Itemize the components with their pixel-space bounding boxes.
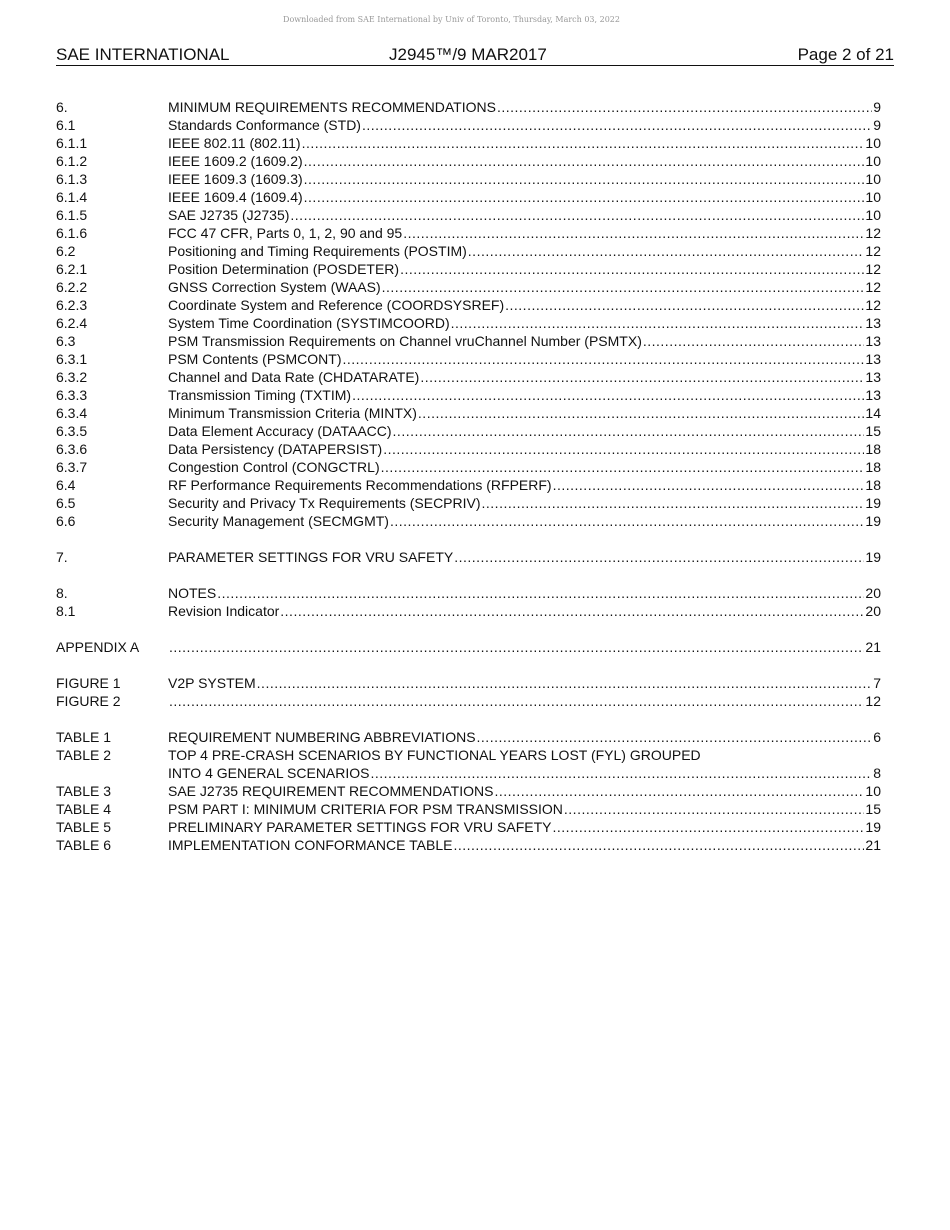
toc-entry-title: Channel and Data Rate (CHDATARATE) xyxy=(168,369,420,385)
toc-spacer xyxy=(56,530,881,548)
toc-entry[interactable] xyxy=(56,800,881,818)
toc-entry-number: 6.3.7 xyxy=(56,459,88,475)
toc-entry-number: 7. xyxy=(56,549,68,565)
toc-entry-page: 15 xyxy=(865,423,881,439)
toc-entry-number: 6.3.2 xyxy=(56,369,88,385)
toc-entry-title: PRELIMINARY PARAMETER SETTINGS FOR VRU SAFETY xyxy=(168,819,552,835)
toc-entry-title: NOTES xyxy=(168,585,217,601)
toc-entry-title-line xyxy=(168,152,881,170)
toc-entry-page: 19 xyxy=(865,495,881,511)
toc-entry-title-line xyxy=(168,170,881,188)
toc-entry-title: Security and Privacy Tx Requirements (SECPRIV) xyxy=(168,495,481,511)
toc-entry-number: 6.3.5 xyxy=(56,423,88,439)
toc-leader-dots xyxy=(403,224,864,242)
toc-entry[interactable] xyxy=(56,116,881,134)
toc-entry-title: Congestion Control (CONGCTRL) xyxy=(168,459,380,475)
toc-entry-number: 6.1.5 xyxy=(56,207,88,223)
toc-entry-title: Data Persistency (DATAPERSIST) xyxy=(168,441,383,457)
toc-entry-number: TABLE 5 xyxy=(56,819,111,835)
toc-entry-title: Revision Indicator xyxy=(168,603,280,619)
toc-entry-title-line xyxy=(168,242,881,260)
toc-entry-number: FIGURE 1 xyxy=(56,675,121,691)
toc-entry-title: IEEE 802.11 (802.11) xyxy=(168,135,301,151)
toc-entry-number: TABLE 1 xyxy=(56,729,111,745)
toc-entry-title: PARAMETER SETTINGS FOR VRU SAFETY xyxy=(168,549,454,565)
toc-entry-title: IMPLEMENTATION CONFORMANCE TABLE xyxy=(168,837,453,853)
toc-leader-dots xyxy=(304,170,865,188)
toc-entry[interactable] xyxy=(56,602,881,620)
toc-entry-page: 10 xyxy=(865,135,881,151)
toc-entry-title-line xyxy=(168,692,881,710)
toc-entry-title: RF Performance Requirements Recommendations (RFPERF) xyxy=(168,477,552,493)
toc-entry-number: 6.2.1 xyxy=(56,261,88,277)
toc-entry-title-line xyxy=(168,134,881,152)
page-header xyxy=(56,45,894,66)
toc-entry-number: 6.2.2 xyxy=(56,279,88,295)
toc-entry[interactable] xyxy=(56,476,881,494)
toc-entry-page: 19 xyxy=(865,513,881,529)
toc-leader-dots xyxy=(371,764,873,782)
toc-leader-dots xyxy=(454,548,864,566)
toc-entry[interactable] xyxy=(56,134,881,152)
toc-entry-title: Minimum Transmission Criteria (MINTX) xyxy=(168,405,417,421)
toc-leader-dots xyxy=(304,188,865,206)
toc-leader-dots xyxy=(393,422,865,440)
toc-entry[interactable] xyxy=(56,512,881,530)
toc-entry[interactable] xyxy=(56,818,881,836)
toc-entry-title-line xyxy=(168,278,881,296)
toc-entry-title: TOP 4 PRE-CRASH SCENARIOS BY FUNCTIONAL YEARS LOST (FYL) GROUPED xyxy=(168,747,701,763)
toc-entry[interactable] xyxy=(56,422,881,440)
toc-entry-title-line xyxy=(168,602,881,620)
header-page-number: Page 2 of 21 xyxy=(797,45,894,64)
toc-leader-dots xyxy=(643,332,865,350)
toc-entry-page: 10 xyxy=(865,171,881,187)
toc-spacer xyxy=(56,620,881,638)
toc-spacer xyxy=(56,656,881,674)
toc-entry[interactable] xyxy=(56,224,881,242)
toc-entry-page: 12 xyxy=(865,261,881,277)
toc-entry[interactable] xyxy=(56,242,881,260)
toc-entry-title: PSM Transmission Requirements on Channel vruChannel Number (PSMTX) xyxy=(168,333,642,349)
toc-entry-title-line xyxy=(168,314,881,332)
toc-entry[interactable] xyxy=(56,188,881,206)
toc-entry-title: SAE J2735 (J2735) xyxy=(168,207,290,223)
toc-entry-page: 12 xyxy=(865,225,881,241)
toc-leader-dots xyxy=(352,386,864,404)
toc-entry-page: 20 xyxy=(865,585,881,601)
toc-entry-title-line xyxy=(168,728,881,746)
toc-entry-page: 9 xyxy=(873,99,881,115)
toc-leader-dots xyxy=(553,818,865,836)
toc-entry-page: 10 xyxy=(865,153,881,169)
toc-leader-dots xyxy=(468,242,865,260)
toc-entry-title-line xyxy=(168,350,881,368)
toc-entry-title: IEEE 1609.2 (1609.2) xyxy=(168,153,303,169)
toc-leader-dots xyxy=(257,674,873,692)
toc-leader-dots xyxy=(280,602,864,620)
toc-entry-title-line xyxy=(168,368,881,386)
toc-entry[interactable] xyxy=(56,638,881,656)
toc-leader-dots xyxy=(383,440,864,458)
toc-entry-page: 18 xyxy=(865,477,881,493)
toc-entry-number: 8. xyxy=(56,585,68,601)
toc-entry[interactable] xyxy=(56,260,881,278)
toc-leader-dots xyxy=(400,260,864,278)
header-organization: SAE INTERNATIONAL xyxy=(56,45,230,64)
toc-entry-title-line xyxy=(168,836,881,854)
toc-entry-page: 10 xyxy=(865,783,881,799)
toc-leader-dots xyxy=(304,152,865,170)
toc-entry-number: 6.2.3 xyxy=(56,297,88,313)
toc-entry-title-line xyxy=(168,746,881,764)
toc-entry-title: GNSS Correction System (WAAS) xyxy=(168,279,381,295)
toc-entry-title-line xyxy=(168,638,881,656)
toc-entry[interactable] xyxy=(56,584,881,602)
toc-entry-number: 6.3.6 xyxy=(56,441,88,457)
toc-entry-title-line xyxy=(168,188,881,206)
toc-entry-page: 14 xyxy=(865,405,881,421)
toc-entry-number: APPENDIX A xyxy=(56,639,140,655)
toc-entry[interactable] xyxy=(56,746,881,764)
toc-leader-dots xyxy=(290,206,864,224)
toc-entry-title-line xyxy=(168,512,881,530)
toc-entry-title: PSM Contents (PSMCONT) xyxy=(168,351,342,367)
toc-entry-number: FIGURE 2 xyxy=(56,693,121,709)
toc-entry-title: IEEE 1609.3 (1609.3) xyxy=(168,171,303,187)
toc-entry[interactable] xyxy=(56,350,881,368)
toc-entry[interactable] xyxy=(56,296,881,314)
toc-entry[interactable] xyxy=(56,98,881,116)
toc-entry-title-line xyxy=(168,476,881,494)
toc-entry-number: TABLE 4 xyxy=(56,801,111,817)
toc-entry-title-line xyxy=(168,548,881,566)
toc-entry-title-line xyxy=(168,332,881,350)
toc-leader-dots xyxy=(382,278,865,296)
toc-entry[interactable] xyxy=(56,674,881,692)
toc-entry-number: 8.1 xyxy=(56,603,76,619)
toc-leader-dots xyxy=(390,512,864,530)
toc-leader-dots xyxy=(497,98,872,116)
toc-entry-title: IEEE 1609.4 (1609.4) xyxy=(168,189,303,205)
toc-entry[interactable] xyxy=(56,494,881,512)
toc-entry-page: 19 xyxy=(865,819,881,835)
toc-entry-title: INTO 4 GENERAL SCENARIOS xyxy=(168,765,370,781)
toc-entry-title-line xyxy=(168,116,881,134)
toc-entry[interactable] xyxy=(56,332,881,350)
toc-entry[interactable] xyxy=(56,314,881,332)
toc-entry[interactable] xyxy=(56,386,881,404)
toc-entry-number: 6.1.3 xyxy=(56,171,88,187)
toc-entry-title-line xyxy=(168,584,881,602)
toc-leader-dots xyxy=(169,692,864,710)
toc-leader-dots xyxy=(217,584,864,602)
toc-spacer xyxy=(56,566,881,584)
toc-entry-page: 10 xyxy=(865,189,881,205)
toc-entry-title: Security Management (SECMGMT) xyxy=(168,513,389,529)
toc-entry-title-line xyxy=(168,422,881,440)
toc-entry-page: 20 xyxy=(865,603,881,619)
toc-entry-page: 13 xyxy=(865,369,881,385)
toc-entry-page: 10 xyxy=(865,207,881,223)
toc-entry-title: Coordinate System and Reference (COORDSYSREF) xyxy=(168,297,505,313)
toc-entry-number: 6.5 xyxy=(56,495,76,511)
toc-entry-number: 6.3.3 xyxy=(56,387,88,403)
toc-entry-title-line xyxy=(168,386,881,404)
toc-leader-dots xyxy=(420,368,864,386)
toc-entry-page: 12 xyxy=(865,297,881,313)
toc-entry-title: FCC 47 CFR, Parts 0, 1, 2, 90 and 95 xyxy=(168,225,403,241)
toc-entry-title: SAE J2735 REQUIREMENT RECOMMENDATIONS xyxy=(168,783,494,799)
toc-entry[interactable] xyxy=(56,782,881,800)
toc-entry-number: 6.6 xyxy=(56,513,76,529)
toc-entry-page: 13 xyxy=(865,315,881,331)
toc-entry[interactable] xyxy=(56,440,881,458)
toc-entry-page: 12 xyxy=(865,693,881,709)
toc-entry[interactable] xyxy=(56,152,881,170)
toc-entry-title: Positioning and Timing Requirements (POSTIM) xyxy=(168,243,467,259)
toc-leader-dots xyxy=(477,728,873,746)
table-of-contents xyxy=(56,98,881,854)
toc-entry-number: 6.1.6 xyxy=(56,225,88,241)
toc-entry-page: 13 xyxy=(865,333,881,349)
toc-entry-page: 13 xyxy=(865,351,881,367)
toc-leader-dots xyxy=(302,134,865,152)
toc-entry-title-line xyxy=(168,818,881,836)
toc-entry-title: REQUIREMENT NUMBERING ABBREVIATIONS xyxy=(168,729,476,745)
toc-entry-title-line xyxy=(168,800,881,818)
toc-entry-title-line xyxy=(168,674,881,692)
toc-entry-page: 8 xyxy=(873,765,881,781)
toc-entry-number: 6.3.4 xyxy=(56,405,88,421)
toc-entry-title-line xyxy=(168,98,881,116)
toc-entry-title-line xyxy=(168,224,881,242)
toc-entry[interactable] xyxy=(56,278,881,296)
toc-entry-title-line xyxy=(168,494,881,512)
toc-entry-page: 9 xyxy=(873,117,881,133)
toc-entry-title: Transmission Timing (TXTIM) xyxy=(168,387,352,403)
toc-leader-dots xyxy=(505,296,864,314)
toc-entry-title-line xyxy=(168,206,881,224)
toc-entry-number: 6.3 xyxy=(56,333,76,349)
toc-entry[interactable] xyxy=(56,548,881,566)
toc-leader-dots xyxy=(553,476,865,494)
toc-entry-page: 19 xyxy=(865,549,881,565)
toc-leader-dots xyxy=(494,782,864,800)
toc-entry[interactable] xyxy=(56,170,881,188)
toc-spacer xyxy=(56,710,881,728)
toc-entry-number: TABLE 2 xyxy=(56,747,111,763)
toc-leader-dots xyxy=(451,314,865,332)
toc-entry-number: 6.1 xyxy=(56,117,76,133)
toc-entry[interactable] xyxy=(56,206,881,224)
toc-entry[interactable] xyxy=(56,692,881,710)
toc-entry-number: TABLE 3 xyxy=(56,783,111,799)
toc-entry-page: 21 xyxy=(865,837,881,853)
toc-entry[interactable] xyxy=(56,404,881,422)
toc-leader-dots xyxy=(169,638,864,656)
toc-entry-number: 6.1.4 xyxy=(56,189,88,205)
toc-leader-dots xyxy=(418,404,865,422)
toc-entry-title-line xyxy=(168,782,881,800)
toc-entry-title: Standards Conformance (STD) xyxy=(168,117,361,133)
toc-leader-dots xyxy=(564,800,865,818)
toc-entry-page: 21 xyxy=(865,639,881,655)
toc-entry-title: MINIMUM REQUIREMENTS RECOMMENDATIONS xyxy=(168,99,496,115)
toc-entry-page: 7 xyxy=(873,675,881,691)
toc-entry[interactable] xyxy=(56,836,881,854)
toc-entry-number: 6.4 xyxy=(56,477,76,493)
header-document-id: J2945™/9 MAR2017 xyxy=(389,45,547,64)
toc-entry-title-line xyxy=(168,296,881,314)
toc-entry-number: 6.1.1 xyxy=(56,135,88,151)
toc-entry[interactable] xyxy=(56,764,881,782)
toc-entry-page: 12 xyxy=(865,279,881,295)
toc-entry-title-line xyxy=(168,458,881,476)
toc-entry-page: 12 xyxy=(865,243,881,259)
toc-entry-title-line xyxy=(168,404,881,422)
toc-leader-dots xyxy=(381,458,865,476)
toc-entry[interactable] xyxy=(56,728,881,746)
toc-entry-page: 15 xyxy=(865,801,881,817)
toc-entry-number: TABLE 6 xyxy=(56,837,111,853)
toc-entry-page: 18 xyxy=(865,459,881,475)
toc-leader-dots xyxy=(453,836,864,854)
toc-entry-title-line xyxy=(168,764,881,782)
toc-entry[interactable] xyxy=(56,368,881,386)
toc-entry[interactable] xyxy=(56,458,881,476)
toc-entry-title: Data Element Accuracy (DATAACC) xyxy=(168,423,392,439)
toc-leader-dots xyxy=(342,350,864,368)
toc-entry-title: PSM PART I: MINIMUM CRITERIA FOR PSM TRANSMISSION xyxy=(168,801,563,817)
toc-entry-page: 13 xyxy=(865,387,881,403)
toc-entry-number: 6. xyxy=(56,99,68,115)
toc-entry-title: System Time Coordination (SYSTIMCOORD) xyxy=(168,315,450,331)
toc-entry-title-line xyxy=(168,440,881,458)
toc-entry-page: 6 xyxy=(873,729,881,745)
toc-leader-dots xyxy=(362,116,872,134)
toc-entry-number: 6.2 xyxy=(56,243,76,259)
toc-entry-page: 18 xyxy=(865,441,881,457)
toc-entry-title-line xyxy=(168,260,881,278)
toc-entry-number: 6.1.2 xyxy=(56,153,88,169)
toc-entry-number: 6.2.4 xyxy=(56,315,88,331)
download-watermark: Downloaded from SAE International by Univ of Toronto, Thursday, March 03, 2022 xyxy=(283,15,620,24)
toc-entry-title: Position Determination (POSDETER) xyxy=(168,261,400,277)
toc-leader-dots xyxy=(482,494,865,512)
toc-entry-number: 6.3.1 xyxy=(56,351,88,367)
toc-entry-title: V2P SYSTEM xyxy=(168,675,256,691)
